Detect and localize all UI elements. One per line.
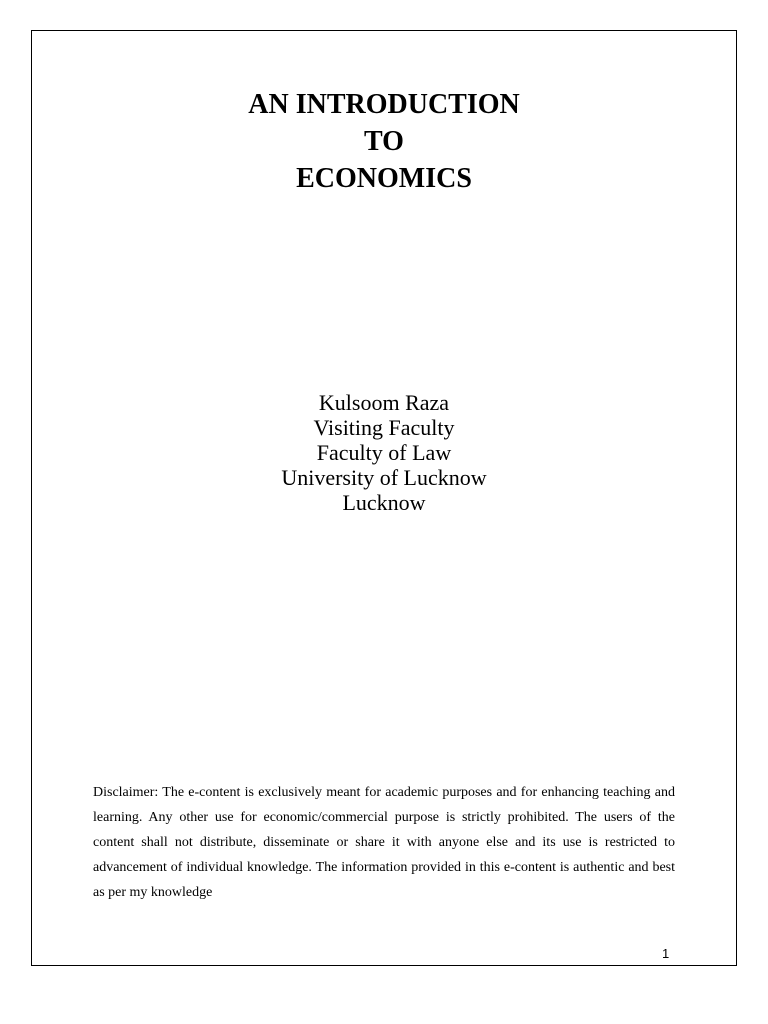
author-info <box>0 390 768 515</box>
title-line: TO <box>364 126 404 157</box>
title-line: AN INTRODUCTION <box>248 89 520 120</box>
title-line: ECONOMICS <box>296 163 472 194</box>
disclaimer-text: Disclaimer: The e-content is exclusively meant for academic purposes and for enhancing teaching and learning. Any other use for economic/commercial purpose is strictly prohibited. The users of the content shall not distribute, disseminate or share it with anyone else and its use is restricted to advancement of individual knowledge. The information provided in this e-content is authentic and best as per my knowledge <box>93 785 675 900</box>
author-name: Kulsoom Raza <box>318 390 450 415</box>
author-university: University of Lucknow <box>281 465 487 490</box>
author-city: Lucknow <box>342 490 426 515</box>
author-position: Visiting Faculty <box>313 415 455 440</box>
document-title <box>0 86 768 197</box>
page-number: 1 <box>662 946 670 961</box>
author-faculty: Faculty of Law <box>316 440 452 465</box>
